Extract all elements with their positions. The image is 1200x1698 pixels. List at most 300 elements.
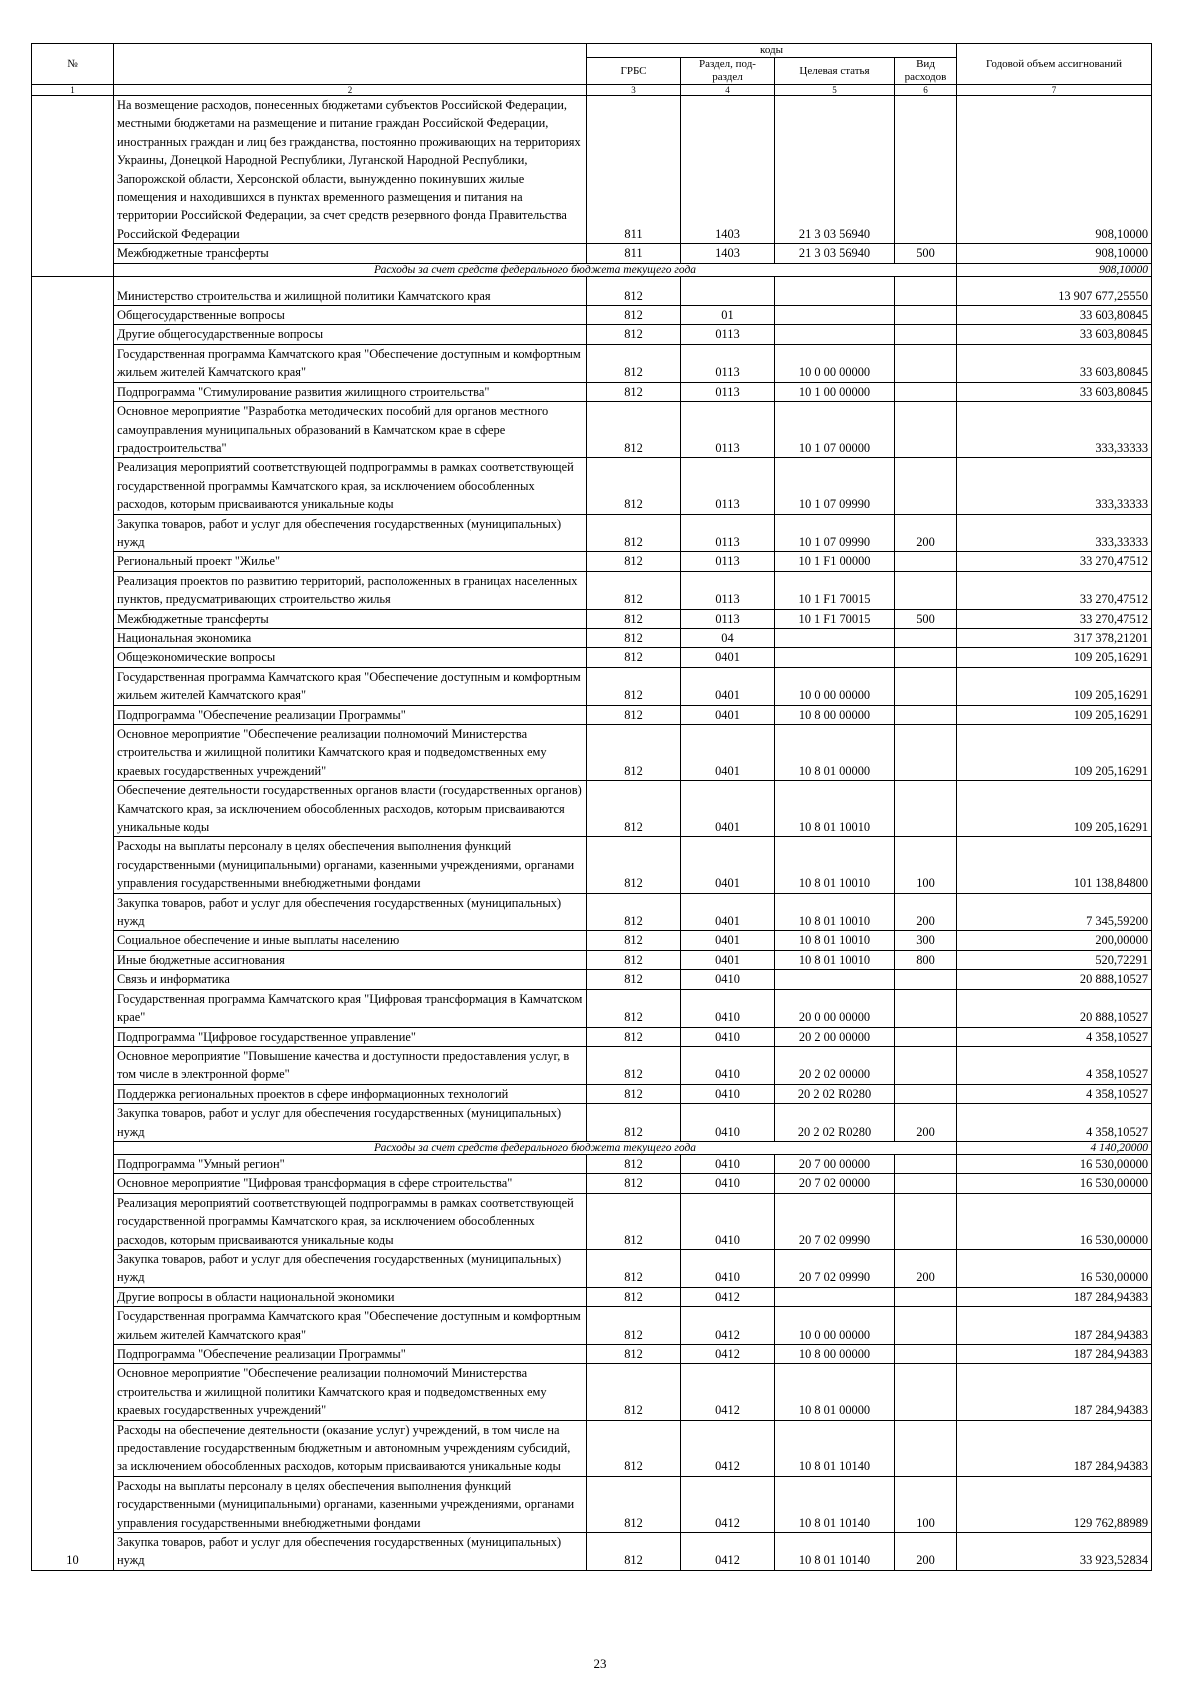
header-name [114,44,587,85]
row-target: 10 0 00 00000 [775,344,895,382]
row-grbs: 812 [587,1174,681,1193]
row-section: 0401 [681,705,775,724]
row-target [775,325,895,344]
row-grbs: 812 [587,344,681,382]
row-target [775,648,895,667]
row-section: 1403 [681,244,775,263]
row-name: Обеспечение деятельности государственных органов власти (государственных органов) Камчатского края, за исключением обособленных расходов, которым присваиваются уникальные коды [114,781,587,837]
row-target: 21 3 03 56940 [775,96,895,244]
table-row [32,1249,1152,1287]
row-amount: 109 205,16291 [957,781,1152,837]
row-expense-type [895,648,957,667]
row-target: 10 8 01 10010 [775,893,895,931]
table-row [32,1193,1152,1249]
row-grbs: 812 [587,970,681,989]
row-section: 0113 [681,402,775,458]
row-amount: 129 762,88989 [957,1476,1152,1532]
row-expense-type [895,667,957,705]
row-section: 0401 [681,950,775,969]
row-name: Расходы за счет средств федерального бюджета текущего года [114,263,957,276]
row-amount: 187 284,94383 [957,1420,1152,1476]
row-amount: 16 530,00000 [957,1249,1152,1287]
row-grbs: 812 [587,1193,681,1249]
row-grbs: 812 [587,648,681,667]
row-grbs: 811 [587,244,681,263]
row-amount: 4 358,10527 [957,1027,1152,1046]
row-section: 0412 [681,1345,775,1364]
row-target: 10 8 01 10140 [775,1420,895,1476]
row-amount: 4 358,10527 [957,1046,1152,1084]
row-amount: 33 270,47512 [957,571,1152,609]
row-expense-type [895,276,957,305]
budget-sheet [31,43,1151,1571]
row-amount: 20 888,10527 [957,989,1152,1027]
row-section: 0412 [681,1476,775,1532]
row-target: 20 7 00 00000 [775,1154,895,1173]
row-amount: 333,33333 [957,514,1152,552]
row-target: 20 2 00 00000 [775,1027,895,1046]
table-row [32,1027,1152,1046]
row-expense-type [895,1193,957,1249]
row-name: Расходы за счет средств федерального бюджета текущего года [114,1141,957,1154]
row-expense-type [895,458,957,514]
row-target: 10 8 01 10010 [775,781,895,837]
row-name: Основное мероприятие "Разработка методических пособий для органов местного самоуправления муниципальных образований в Камчатском крае в сфере градостроительства" [114,402,587,458]
row-amount: 33 603,80845 [957,382,1152,401]
row-target [775,628,895,647]
header-grbs: ГРБС [587,58,681,85]
row-target: 10 8 00 00000 [775,705,895,724]
row-grbs: 812 [587,1364,681,1420]
row-section: 0412 [681,1364,775,1420]
row-grbs: 812 [587,382,681,401]
column-number: 6 [895,85,957,96]
row-section: 0410 [681,989,775,1027]
row-target: 10 1 F1 70015 [775,609,895,628]
row-section: 0410 [681,970,775,989]
row-grbs: 812 [587,1249,681,1287]
row-section: 0401 [681,667,775,705]
row-expense-type: 500 [895,244,957,263]
row-expense-type [895,306,957,325]
row-amount: 109 205,16291 [957,705,1152,724]
row-grbs: 812 [587,571,681,609]
row-target [775,970,895,989]
table-row [32,648,1152,667]
row-grbs: 812 [587,931,681,950]
row-expense-type [895,96,957,244]
row-grbs: 812 [587,837,681,893]
row-name: Общегосударственные вопросы [114,306,587,325]
row-section: 0401 [681,648,775,667]
row-expense-type [895,1345,957,1364]
table-row [32,1345,1152,1364]
row-amount: 13 907 677,25550 [957,276,1152,305]
row-section: 0113 [681,609,775,628]
table-row [32,628,1152,647]
row-target: 20 7 02 09990 [775,1193,895,1249]
row-name: Государственная программа Камчатского края "Обеспечение доступным и комфортным жильем жителей Камчатского края" [114,344,587,382]
table-row [32,970,1152,989]
table-row [32,1307,1152,1345]
row-name: Государственная программа Камчатского края "Обеспечение доступным и комфортным жильем жителей Камчатского края" [114,1307,587,1345]
row-grbs: 812 [587,725,681,781]
row-section: 0113 [681,325,775,344]
header-section: Раздел, под-раздел [681,58,775,85]
table-row [32,1174,1152,1193]
table-row [32,514,1152,552]
row-section: 04 [681,628,775,647]
row-amount: 33 923,52834 [957,1533,1152,1571]
row-amount: 20 888,10527 [957,970,1152,989]
row-amount: 908,10000 [957,244,1152,263]
row-name: Национальная экономика [114,628,587,647]
federal-funds-row [32,263,1152,276]
row-expense-type [895,1084,957,1103]
row-amount: 16 530,00000 [957,1193,1152,1249]
row-expense-type [895,628,957,647]
row-section: 0410 [681,1154,775,1173]
row-grbs: 812 [587,1046,681,1084]
row-name: Межбюджетные трансферты [114,609,587,628]
row-amount: 33 603,80845 [957,325,1152,344]
table-row [32,244,1152,263]
column-number: 7 [957,85,1152,96]
column-number: 4 [681,85,775,96]
table-row [32,837,1152,893]
row-grbs: 811 [587,96,681,244]
row-target [775,306,895,325]
row-grbs: 812 [587,705,681,724]
row-grbs: 812 [587,893,681,931]
row-name: Поддержка региональных проектов в сфере информационных технологий [114,1084,587,1103]
row-grbs: 812 [587,306,681,325]
row-name: Подпрограмма "Умный регион" [114,1154,587,1173]
row-amount: 333,33333 [957,402,1152,458]
row-name: На возмещение расходов, понесенных бюджетами субъектов Российской Федерации, местными бюджетами на размещение и питание граждан Российской Федерации, иностранных граждан и лиц без гражданства, постоянно проживающих на территориях Украины, Донецкой Народной Республики, Луганской Народной Республики, Запорожской области, Херсонской области, вынужденно покинувших жилые помещения и находившихся в пунктах временного размещения и питания на территории Российской Федерации, за счет средств резервного фонда Правительства Российской Федерации [114,96,587,244]
row-amount: 109 205,16291 [957,648,1152,667]
row-grbs: 812 [587,552,681,571]
row-section [681,276,775,305]
row-grbs: 812 [587,1533,681,1571]
header-amount: Годовой объем ассигнований [957,44,1152,85]
row-amount: 908,10000 [957,96,1152,244]
row-amount: 7 345,59200 [957,893,1152,931]
row-expense-type [895,1174,957,1193]
row-target: 20 0 00 00000 [775,989,895,1027]
row-section: 0410 [681,1084,775,1103]
row-target: 21 3 03 56940 [775,244,895,263]
column-number: 2 [114,85,587,96]
row-amount: 333,33333 [957,458,1152,514]
row-section: 0410 [681,1174,775,1193]
row-expense-type [895,1287,957,1306]
row-name: Государственная программа Камчатского края "Обеспечение доступным и комфортным жильем жителей Камчатского края" [114,667,587,705]
row-section: 0401 [681,893,775,931]
table-row [32,609,1152,628]
table-row [32,1287,1152,1306]
column-number: 3 [587,85,681,96]
row-grbs: 812 [587,1420,681,1476]
row-section: 0113 [681,571,775,609]
table-row [32,893,1152,931]
row-expense-type: 200 [895,893,957,931]
table-body [32,96,1152,1571]
row-amount: 4 358,10527 [957,1104,1152,1142]
table-row [32,931,1152,950]
row-section: 0401 [681,931,775,950]
table-row [32,571,1152,609]
row-expense-type [895,970,957,989]
row-section: 1403 [681,96,775,244]
row-name: Другие вопросы в области национальной экономики [114,1287,587,1306]
row-expense-type: 300 [895,931,957,950]
row-grbs: 812 [587,458,681,514]
row-section: 0113 [681,382,775,401]
header-codes: коды [587,44,957,58]
column-numbers-row [32,85,1152,96]
table-row [32,1364,1152,1420]
table-row [32,402,1152,458]
row-target: 10 1 00 00000 [775,382,895,401]
row-target: 10 8 01 10140 [775,1533,895,1571]
row-section: 0401 [681,725,775,781]
table-row [32,1533,1152,1571]
header-expense-type: Вид расходов [895,58,957,85]
row-target: 20 7 02 00000 [775,1174,895,1193]
row-section: 0410 [681,1249,775,1287]
row-expense-type [895,781,957,837]
row-expense-type [895,1154,957,1173]
row-name: Расходы на обеспечение деятельности (оказание услуг) учреждений, в том числе на предоставление государственным бюджетным и автономным учреждениям субсидий, за исключением обособленных расходов, которым присваиваются уникальные коды [114,1420,587,1476]
budget-table [31,43,1152,1571]
table-row [32,1084,1152,1103]
table-row [32,1476,1152,1532]
row-expense-type: 500 [895,609,957,628]
row-section: 0412 [681,1307,775,1345]
row-target: 10 8 00 00000 [775,1345,895,1364]
row-target: 20 2 02 R0280 [775,1084,895,1103]
row-amount: 317 378,21201 [957,628,1152,647]
row-target: 10 0 00 00000 [775,667,895,705]
row-number: 10 [32,276,114,1570]
row-target: 10 1 07 00000 [775,402,895,458]
row-name: Иные бюджетные ассигнования [114,950,587,969]
row-amount: 33 270,47512 [957,609,1152,628]
row-grbs: 812 [587,1084,681,1103]
row-expense-type: 100 [895,1476,957,1532]
row-amount: 33 603,80845 [957,306,1152,325]
row-grbs: 812 [587,1345,681,1364]
row-number [32,96,114,277]
header-number: № [32,44,114,85]
row-amount: 109 205,16291 [957,725,1152,781]
row-grbs: 812 [587,1307,681,1345]
row-grbs: 812 [587,609,681,628]
row-section: 0412 [681,1287,775,1306]
row-section: 01 [681,306,775,325]
row-expense-type: 200 [895,1104,957,1142]
row-target: 10 1 07 09990 [775,514,895,552]
row-expense-type [895,1364,957,1420]
row-name: Связь и информатика [114,970,587,989]
row-target: 10 8 01 00000 [775,725,895,781]
row-target: 10 8 01 00000 [775,1364,895,1420]
table-row [32,781,1152,837]
row-target: 10 1 F1 70015 [775,571,895,609]
row-target: 10 8 01 10010 [775,837,895,893]
table-row [32,306,1152,325]
row-name: Основное мероприятие "Цифровая трансформация в сфере строительства" [114,1174,587,1193]
row-section: 0410 [681,1027,775,1046]
row-grbs: 812 [587,1154,681,1173]
row-amount: 187 284,94383 [957,1287,1152,1306]
row-amount: 520,72291 [957,950,1152,969]
row-grbs: 812 [587,989,681,1027]
row-name: Основное мероприятие "Обеспечение реализации полномочий Министерства строительства и жилищной политики Камчатского края и подведомственных ему краевых государственных учреждений" [114,725,587,781]
row-section: 0401 [681,781,775,837]
table-row [32,667,1152,705]
table-row [32,725,1152,781]
row-section: 0113 [681,458,775,514]
row-amount: 16 530,00000 [957,1154,1152,1173]
table-row [32,344,1152,382]
row-target [775,276,895,305]
row-target [775,1287,895,1306]
row-grbs: 812 [587,402,681,458]
row-name: Закупка товаров, работ и услуг для обеспечения государственных (муниципальных) нужд [114,893,587,931]
row-expense-type [895,325,957,344]
row-target: 10 8 01 10010 [775,950,895,969]
row-grbs: 812 [587,514,681,552]
table-row [32,950,1152,969]
row-name: Подпрограмма "Стимулирование развития жилищного строительства" [114,382,587,401]
row-amount: 908,10000 [957,263,1152,276]
row-grbs: 812 [587,1476,681,1532]
row-section: 0113 [681,552,775,571]
row-expense-type: 800 [895,950,957,969]
row-target: 10 8 01 10010 [775,931,895,950]
row-grbs: 812 [587,628,681,647]
row-name: Социальное обеспечение и иные выплаты населению [114,931,587,950]
row-target: 10 8 01 10140 [775,1476,895,1532]
row-expense-type [895,571,957,609]
row-name: Региональный проект "Жилье" [114,552,587,571]
table-row [32,989,1152,1027]
row-name: Закупка товаров, работ и услуг для обеспечения государственных (муниципальных) нужд [114,1104,587,1142]
row-name: Основное мероприятие "Обеспечение реализации полномочий Министерства строительства и жилищной политики Камчатского края и подведомственных ему краевых государственных учреждений" [114,1364,587,1420]
row-target: 20 2 02 00000 [775,1046,895,1084]
row-expense-type: 200 [895,1249,957,1287]
row-expense-type [895,705,957,724]
row-name: Государственная программа Камчатского края "Цифровая трансформация в Камчатском крае" [114,989,587,1027]
row-amount: 187 284,94383 [957,1364,1152,1420]
row-expense-type [895,1046,957,1084]
row-amount: 109 205,16291 [957,667,1152,705]
row-expense-type [895,1027,957,1046]
row-name: Закупка товаров, работ и услуг для обеспечения государственных (муниципальных) нужд [114,1249,587,1287]
table-row [32,458,1152,514]
row-expense-type [895,989,957,1027]
row-grbs: 812 [587,325,681,344]
row-grbs: 812 [587,276,681,305]
column-number: 1 [32,85,114,96]
row-name: Расходы на выплаты персоналу в целях обеспечения выполнения функций государственными (муниципальными) органами, казенными учреждениями, органами управления государственными внебюджетными фондами [114,837,587,893]
row-expense-type [895,382,957,401]
table-row [32,382,1152,401]
row-section: 0113 [681,344,775,382]
table-row [32,1104,1152,1142]
row-section: 0412 [681,1420,775,1476]
row-name: Общеэкономические вопросы [114,648,587,667]
row-section: 0401 [681,837,775,893]
row-section: 0410 [681,1193,775,1249]
row-grbs: 812 [587,1027,681,1046]
row-name: Основное мероприятие "Повышение качества и доступности предоставления услуг, в том числе в электронной форме" [114,1046,587,1084]
row-section: 0412 [681,1533,775,1571]
row-target: 10 1 F1 00000 [775,552,895,571]
row-expense-type [895,552,957,571]
row-grbs: 812 [587,1287,681,1306]
row-target: 10 1 07 09990 [775,458,895,514]
page-number: 23 [593,1656,607,1671]
row-grbs: 812 [587,950,681,969]
row-target: 20 2 02 R0280 [775,1104,895,1142]
row-name: Другие общегосударственные вопросы [114,325,587,344]
row-amount: 33 270,47512 [957,552,1152,571]
row-target: 10 0 00 00000 [775,1307,895,1345]
row-name: Межбюджетные трансферты [114,244,587,263]
row-amount: 101 138,84800 [957,837,1152,893]
row-amount: 187 284,94383 [957,1345,1152,1364]
ministry-row [32,276,1152,305]
row-expense-type: 200 [895,514,957,552]
row-expense-type: 100 [895,837,957,893]
row-name: Реализация проектов по развитию территорий, расположенных в границах населенных пунктов, предусматривающих строительство жилья [114,571,587,609]
row-grbs: 812 [587,667,681,705]
row-grbs: 812 [587,1104,681,1142]
row-name: Реализация мероприятий соответствующей подпрограммы в рамках соответствующей государственной программы Камчатского края, за исключением обособленных расходов, которым присваиваются уникальные коды [114,458,587,514]
row-name: Закупка товаров, работ и услуг для обеспечения государственных (муниципальных) нужд [114,1533,587,1571]
table-row [32,96,1152,244]
row-expense-type: 200 [895,1533,957,1571]
table-row [32,1420,1152,1476]
row-amount: 187 284,94383 [957,1307,1152,1345]
header-target: Целевая статья [775,58,895,85]
row-name: Подпрограмма "Цифровое государственное управление" [114,1027,587,1046]
table-row [32,325,1152,344]
row-amount: 200,00000 [957,931,1152,950]
row-expense-type [895,1420,957,1476]
row-amount: 4 140,20000 [957,1141,1152,1154]
row-name: Закупка товаров, работ и услуг для обеспечения государственных (муниципальных) нужд [114,514,587,552]
row-grbs: 812 [587,781,681,837]
row-expense-type [895,725,957,781]
row-section: 0113 [681,514,775,552]
column-number: 5 [775,85,895,96]
row-name: Подпрограмма "Обеспечение реализации Программы" [114,1345,587,1364]
table-row [32,1046,1152,1084]
federal-funds-row [32,1141,1152,1154]
row-name: Расходы на выплаты персоналу в целях обеспечения выполнения функций государственными (муниципальными) органами, казенными учреждениями, органами управления государственными внебюджетными фондами [114,1476,587,1532]
row-name: Министерство строительства и жилищной политики Камчатского края [114,276,587,305]
row-target: 20 7 02 09990 [775,1249,895,1287]
row-section: 0410 [681,1046,775,1084]
table-header [32,44,1152,96]
row-expense-type [895,402,957,458]
table-row [32,1154,1152,1173]
table-row [32,705,1152,724]
